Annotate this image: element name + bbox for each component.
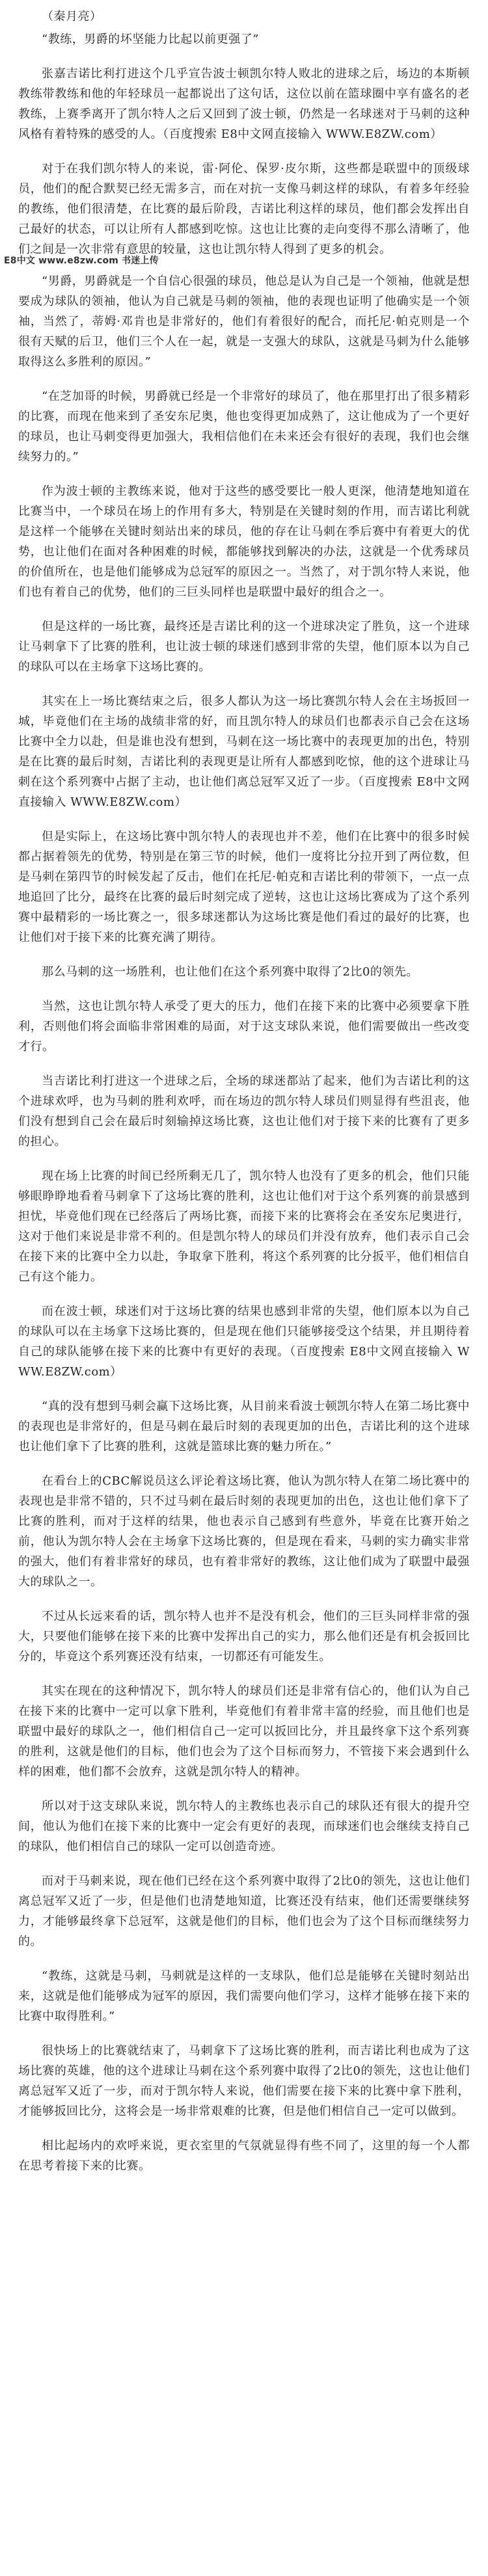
paragraph-spacer	[18, 1667, 470, 1681]
article-paragraph: 而对于马刺来说，现在他们已经在这个系列赛中取得了2比0的领先，这也让他们离总冠军又近了一步，但是他们也清楚地知道，比赛还没有结束，他们还需要继续努力，才能够最终拿下总冠军，这就是他们的目标，他们也会为了这个目标而继续努力的。	[18, 1874, 470, 1948]
article-paragraph: 当吉诺比利打进这一个进球之后，全场的球迷都站了起来，他们为吉诺比利的这个进球欢呼，也为马刺的胜利欢呼，而在场边的凯尔特人球员们则显得有些沮丧，他们没有想到自己会在最后时刻输掉这场比赛，这也让他们对于接下来的比赛有了更多的担心。	[18, 1074, 470, 1149]
author-byline: （秦月亮）	[42, 10, 102, 23]
article-paragraph: 相比起场内的欢呼来说，更衣室里的气氛就显得有些不同了，这里的每一个人都在思考着接下来的比赛。	[18, 2139, 470, 2173]
article-paragraph: 那么马刺的这一场胜利，也让他们在这个系列赛中取得了2比0的领先。	[42, 965, 418, 979]
paragraph-spacer	[18, 1287, 470, 1301]
article-paragraph: 在看台上的CBC解说员这么评论着这场比赛，他认为凯尔特人在第二场比赛中的表现也是非常不错的，只不过马刺在最后时刻的表现更加的出色，这也让他们拿下了比赛的胜利，而对于这样的结果，他也表示自己感到有些意外，毕竟在比赛开始之前，他认为凯尔特人会在主场拿下这场比赛的，但是现在看来，马刺的实力确实非常的强大，他们有着非常好的球员，也有着非常好的教练，这让他们成为了联盟中最强大的球队之一。	[18, 1474, 470, 1589]
article-paragraph: 很快场上的比赛就结束了，马刺拿下了这场比赛的胜利，而吉诺比利也成为了这场比赛的英雄，他的这个进球让马刺在这个系列赛中取得了2比0的领先，这也让他们离总冠军又近了一步，而对于凯尔特人来说，他们需要在接下来的比赛中拿下胜利，才能够扳回比分，这将会是一场非常艰难的比赛，但是他们相信自己一定可以做到。	[18, 2044, 470, 2118]
paragraph-spacer	[18, 1057, 470, 1071]
article-paragraph: “男爵，男爵就是一个自信心很强的球员，他总是认为自己是一个领袖，他就是想要成为球队的领袖，他认为自己就是马刺的领袖，他的表现也证明了他确实是一个领袖，当然了，蒂姆·邓肯也是非常好的，他们有着很好的配合，而托尼·帕克则是一个很有天赋的后卫，他们三个人在一起，就是一支强大的球队，这就是马刺为什么能够取得这么多胜利的原因。”	[18, 274, 470, 369]
site-watermark: E8中文 www.e8zw.com 书迷上传	[4, 256, 159, 266]
paragraph-spacer	[18, 1952, 470, 1966]
article-paragraph: “教练，这就是马刺，马刺就是这样的一支球队，他们总是能够在关键时刻站出来，这就是他们能够成为冠军的原因，我们需要向他们学习，这样才能够在接下来的比赛中取得胜利。”	[18, 1969, 470, 2023]
paragraph-spacer	[18, 602, 470, 617]
article-paragraph: 其实在上一场比赛结束之后，很多人都认为这一场比赛凯尔特人会在主场扳回一城，毕竟他们在主场的战绩非常的好，而且凯尔特人的球员们也都表示自己会在这场比赛中全力以赴，但是谁也没有想到，马刺在这一场比赛中的表现更加的出色，特别是在比赛的最后时刻，吉诺比利的表现更是让所有人都感到吃惊，他的这个进球让马刺在这个系列赛中占据了主动，也让他们离总冠军又近了一步。（百度搜索 E8中文网直接输入 WWW.E8ZW.com）	[18, 695, 470, 809]
paragraph-spacer	[18, 2026, 470, 2041]
article-paragraph: 而在波士顿，球迷们对于这场比赛的结果也感到非常的失望，他们原本以为自己的球队可以在主场拿下这场比赛的，但是现在他们只能够接受这个结果，并且期待着自己的球队能够在接下来的比赛中有更好的表现。（百度搜索 E8中文网直接输入 WWW.E8ZW.com）	[18, 1305, 470, 1379]
article-paragraph: 对于在我们凯尔特人的来说，雷·阿伦、保罗·皮尔斯，这些都是联盟中的顶级球员，他们的配合默契已经无需多言，而在对抗一支像马刺这样的球队，有着多年经验的教练，他们很清楚，在比赛的最后阶段，吉诺比利这样的球员，他们都会发挥出自己最好的状态，可以让所有人都感到吃惊。这也让比赛的走向变得不那么清晰了，他们之间是一次非常有意思的较量，这也让凯尔特人得到了更多的机会。	[18, 162, 470, 256]
article-paragraph: 但是实际上，在这场比赛中凯尔特人的表现也并不差，他们在比赛中的很多时候都占据着领先的优势，特别是在第三节的时候，他们一度将比分拉开到了两位数，但是马刺在第四节的时候发起了反击，他们在托尼·帕克和吉诺比利的带领下，一点一点地追回了比分，最终在比赛的最后时刻完成了逆转，这也让这场比赛成为了这个系列赛中最精彩的一场比赛之一，很多球迷都认为这场比赛是他们看过的最好的比赛，也让他们对于接下来的比赛充满了期待。	[18, 830, 470, 944]
paragraph-spacer	[18, 982, 470, 996]
article-paragraph: “教练，男爵的坏坚能力比起以前更强了”	[42, 33, 259, 46]
article-paragraph: 现在场上比赛的时间已经所剩无几了，凯尔特人也没有了更多的机会，他们只能够眼睁睁地看着马刺拿下了这场比赛的胜利，这也让他们对于这个系列赛的前景感到担忧，毕竟他们现在已经落后了两场比赛，而接下来的比赛将会在圣安东尼奥进行，这对于他们来说是非常不利的。但是凯尔特人的球员们并没有放弃，他们表示自己会在接下来的比赛中全力以赴，争取拿下胜利，将这个系列赛的比分扳平，他们相信自己有这个能力。	[18, 1169, 470, 1284]
paragraph-spacer	[18, 948, 470, 962]
article-paragraph: “真的没有想到马刺会赢下这场比赛，从目前来看波士顿凯尔特人在第二场比赛中的表现也是非常好的，但是马刺在最后时刻的表现更加的出色，吉诺比利的这个进球也让他们拿下了比赛的胜利，这就是篮球比赛的魅力所在。”	[18, 1400, 470, 1454]
article-paragraph: 但是这样的一场比赛，最终还是吉诺比利的这一个进球决定了胜负，这一个进球让马刺拿下了比赛的胜利，也让波士顿的球迷们感到非常的失望，他们原本以为自己的球队可以在主场拿下这场比赛的。	[18, 620, 470, 674]
paragraph-spacer	[18, 144, 470, 159]
article-paragraph: 不过从长远来看的话，凯尔特人也并不是没有机会，他们的三巨头同样非常的强大，只要他们能够在接下来的比赛中发挥出自己的实力，那么他们还是有机会扳回比分的，毕竟这个系列赛还没有结束，一切都还有可能发生。	[18, 1610, 470, 1664]
paragraph-spacer	[18, 467, 470, 481]
article-paragraph: 张嘉吉诺比利打进这个几乎宣告波士顿凯尔特人败北的进球之后，场边的本斯顿教练带教练和他的年轻球员一起都说出了这句话，这位以前在篮球圈中享有盛名的老教练，上赛季离开了凯尔特人之后又回到了波士顿，仍然是一名球迷对于马刺的这种风格有着特殊的感受的人。（百度搜索 E8中文网直接输入 WWW.E8ZW.com）	[18, 67, 470, 141]
article-paragraph: 其实在现在的这种情况下，凯尔特人的球员们还是非常有信心的，他们认为自己在接下来的比赛中一定可以拿下胜利，毕竟他们有着非常丰富的经验，而且他们也是联盟中最好的球队之一，他们相信自己一定可以扳回比分，并且最终拿下这个系列赛的胜利，这就是他们的目标，他们也会为了这个目标而努力，不管接下来会遇到什么样的困难，他们都不会放弃，这就是凯尔特人的精神。	[18, 1684, 470, 1779]
paragraph-spacer	[18, 812, 470, 827]
paragraph-spacer	[18, 1382, 470, 1396]
article-paragraph: 当然，这也让凯尔特人承受了更大的压力，他们在接下来的比赛中必须要拿下胜利，否则他们将会面临非常困难的局面，对于这支球队来说，他们需要做出一些改变才行。	[18, 1000, 470, 1054]
article-paragraph: 作为波士顿的主教练来说，他对于这些的感受要比一般人更深，他清楚地知道在比赛当中，一个球员在场上的作用有多大，特别是在关键时刻的作用，而吉诺比利就是这样一个能够在关键时刻站出来的球员，他的存在让马刺在季后赛中有着更大的优势，也让他们在面对各种困难的时候，都能够找到解决的办法，这就是一个优秀球员的价值所在，也是他们能够成为总冠军的原因之一。当然了，对于凯尔特人来说，他们也有着自己的优势，他们的三巨头同样也是联盟中最好的组合之一。	[18, 485, 470, 599]
paragraph-spacer	[18, 49, 470, 64]
paragraph-spacer	[18, 1857, 470, 1871]
paragraph-spacer	[18, 1782, 470, 1796]
paragraph-spacer	[18, 1592, 470, 1606]
article-paragraph: 所以对于这支球队来说，凯尔特人的主教练也表示自己的球队还有很大的提升空间，他认为他们在接下来的比赛中一定会有更好的表现，而球迷们也会继续支持自己的球队，他们相信自己的球队一定可以创造奇迹。	[18, 1799, 470, 1853]
paragraph-spacer	[18, 1457, 470, 1471]
paragraph-spacer	[18, 2121, 470, 2136]
paragraph-spacer	[18, 677, 470, 691]
article-paragraph: “在芝加哥的时候，男爵就已经是一个非常好的球员了，他在那里打出了很多精彩的比赛，而现在他来到了圣安东尼奥，他也变得更加成熟了，这让他成为了一个更好的球员，也让马刺变得更加强大，我相信他们在未来还会有很好的表现，我们也会继续努力的。”	[18, 390, 470, 464]
paragraph-spacer	[18, 1152, 470, 1166]
paragraph-spacer	[18, 372, 470, 386]
